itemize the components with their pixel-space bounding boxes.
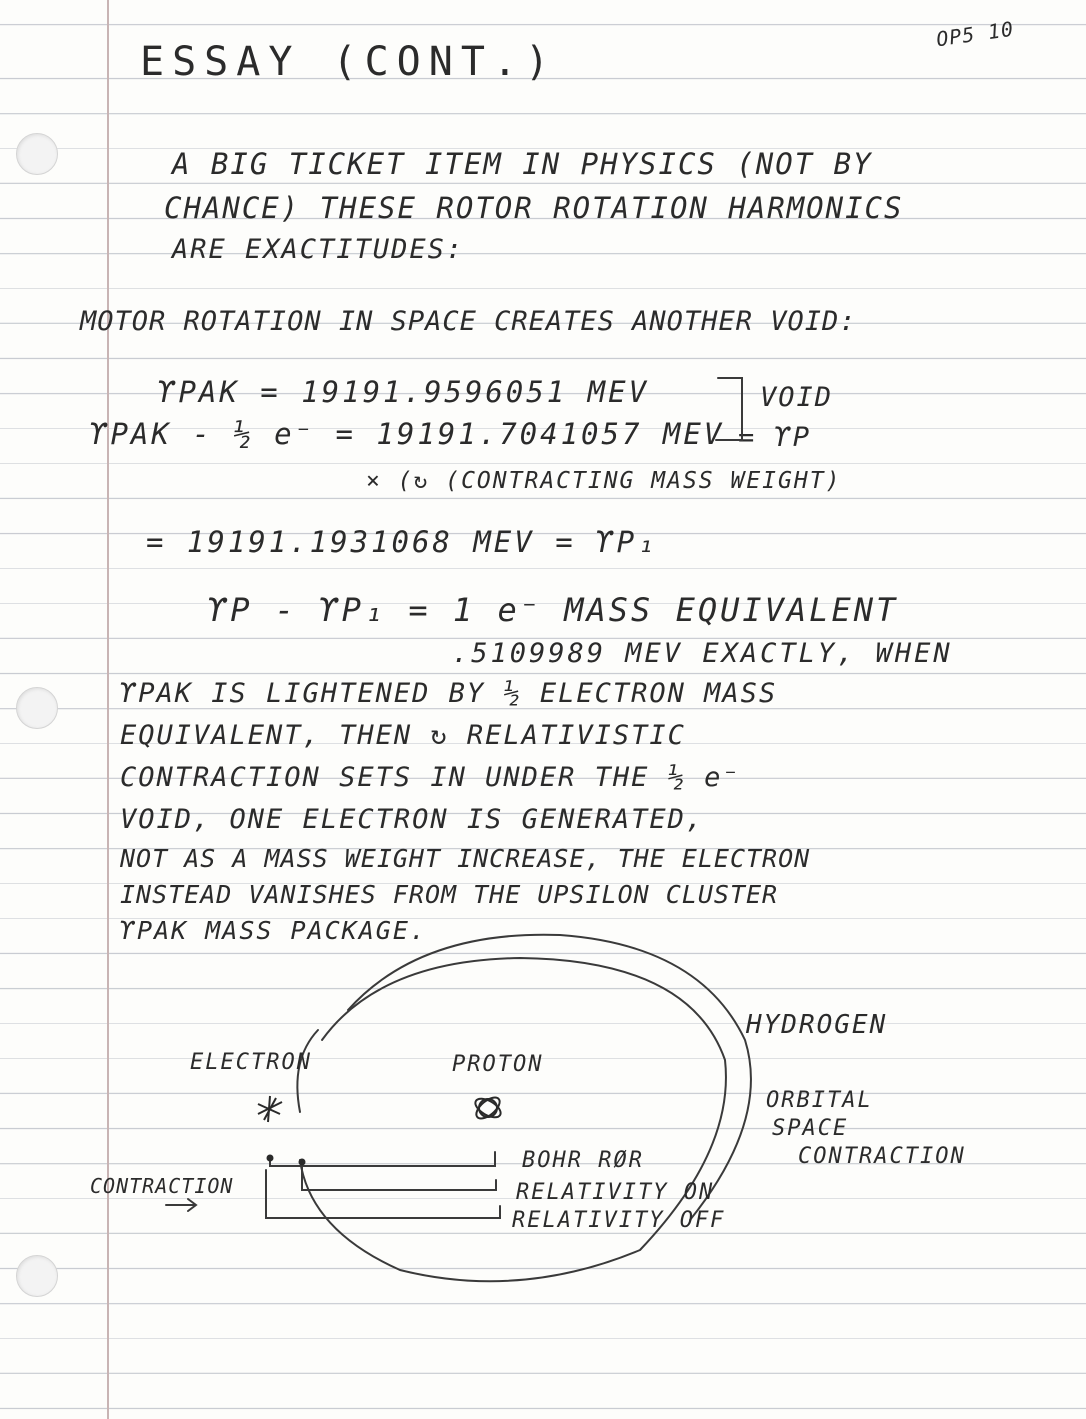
relativity-on-label: RELATIVITY ON [516, 1180, 715, 1205]
paragraph-line: INSTEAD VANISHES FROM THE UPSILON CLUSTER [120, 880, 779, 909]
space-label: SPACE [772, 1116, 849, 1141]
orbit-outer-arc [348, 935, 751, 1220]
paragraph-line: ϒPAK MASS PACKAGE. [120, 916, 427, 945]
equation-line: × (↻ (CONTRACTING MASS WEIGHT) [366, 468, 842, 494]
proton-icon [472, 1094, 503, 1123]
proton-label: PROTON [452, 1052, 544, 1077]
relativity-off-label: RELATIVITY OFF [512, 1208, 726, 1233]
paragraph-line: EQUIVALENT, THEN ↻ RELATIVISTIC [120, 720, 686, 751]
paragraph-line: NOT AS A MASS WEIGHT INCREASE, THE ELECTRON [120, 844, 811, 873]
equation-line: ϒP - ϒP₁ = 1 e⁻ MASS EQUIVALENT [208, 591, 899, 629]
equation-line: ϒPAK = 19191.9596051 MEV [158, 375, 650, 409]
diagram-title: HYDROGEN [746, 1010, 888, 1040]
paragraph-line: ϒPAK IS LIGHTENED BY ½ ELECTRON MASS [120, 678, 778, 709]
equation-line: ϒPAK - ½ e⁻ = 19191.7041057 MEV [90, 417, 725, 451]
page-mark: OP5 10 [934, 16, 1016, 52]
equation-line: .5109989 MEV EXACTLY, WHEN [452, 638, 953, 669]
relativity-on-bracket [302, 1164, 496, 1190]
void-label: VOID [760, 382, 834, 413]
contraction-dot [267, 1155, 274, 1162]
void-equals-label: = ϒP [738, 422, 812, 453]
paragraph-line: VOID, ONE ELECTRON IS GENERATED, [120, 804, 705, 835]
body-line: ARE EXACTITUDES: [172, 234, 465, 265]
contraction-arrow [166, 1199, 196, 1211]
body-line: CHANCE) THESE ROTOR ROTATION HARMONICS [164, 191, 904, 225]
body-line: A BIG TICKET ITEM IN PHYSICS (NOT BY [172, 147, 873, 181]
contraction-dot [299, 1159, 306, 1166]
orbital-label: ORBITAL [766, 1088, 873, 1113]
electron-label: ELECTRON [190, 1050, 312, 1075]
paragraph-line: CONTRACTION SETS IN UNDER THE ½ e⁻ [120, 762, 741, 793]
page-title: ESSAY (CONT.) [140, 39, 558, 85]
body-line: MOTOR ROTATION IN SPACE CREATES ANOTHER VOID: [80, 306, 857, 337]
void-bracket [716, 378, 742, 440]
contraction-label: CONTRACTION [90, 1174, 234, 1198]
bohr-radius-label: BOHR RØR [522, 1148, 644, 1173]
equation-line: = 19191.1931068 MEV = ϒP₁ [146, 525, 658, 559]
electron-icon [258, 1096, 282, 1122]
contraction-side-label: CONTRACTION [798, 1144, 966, 1169]
